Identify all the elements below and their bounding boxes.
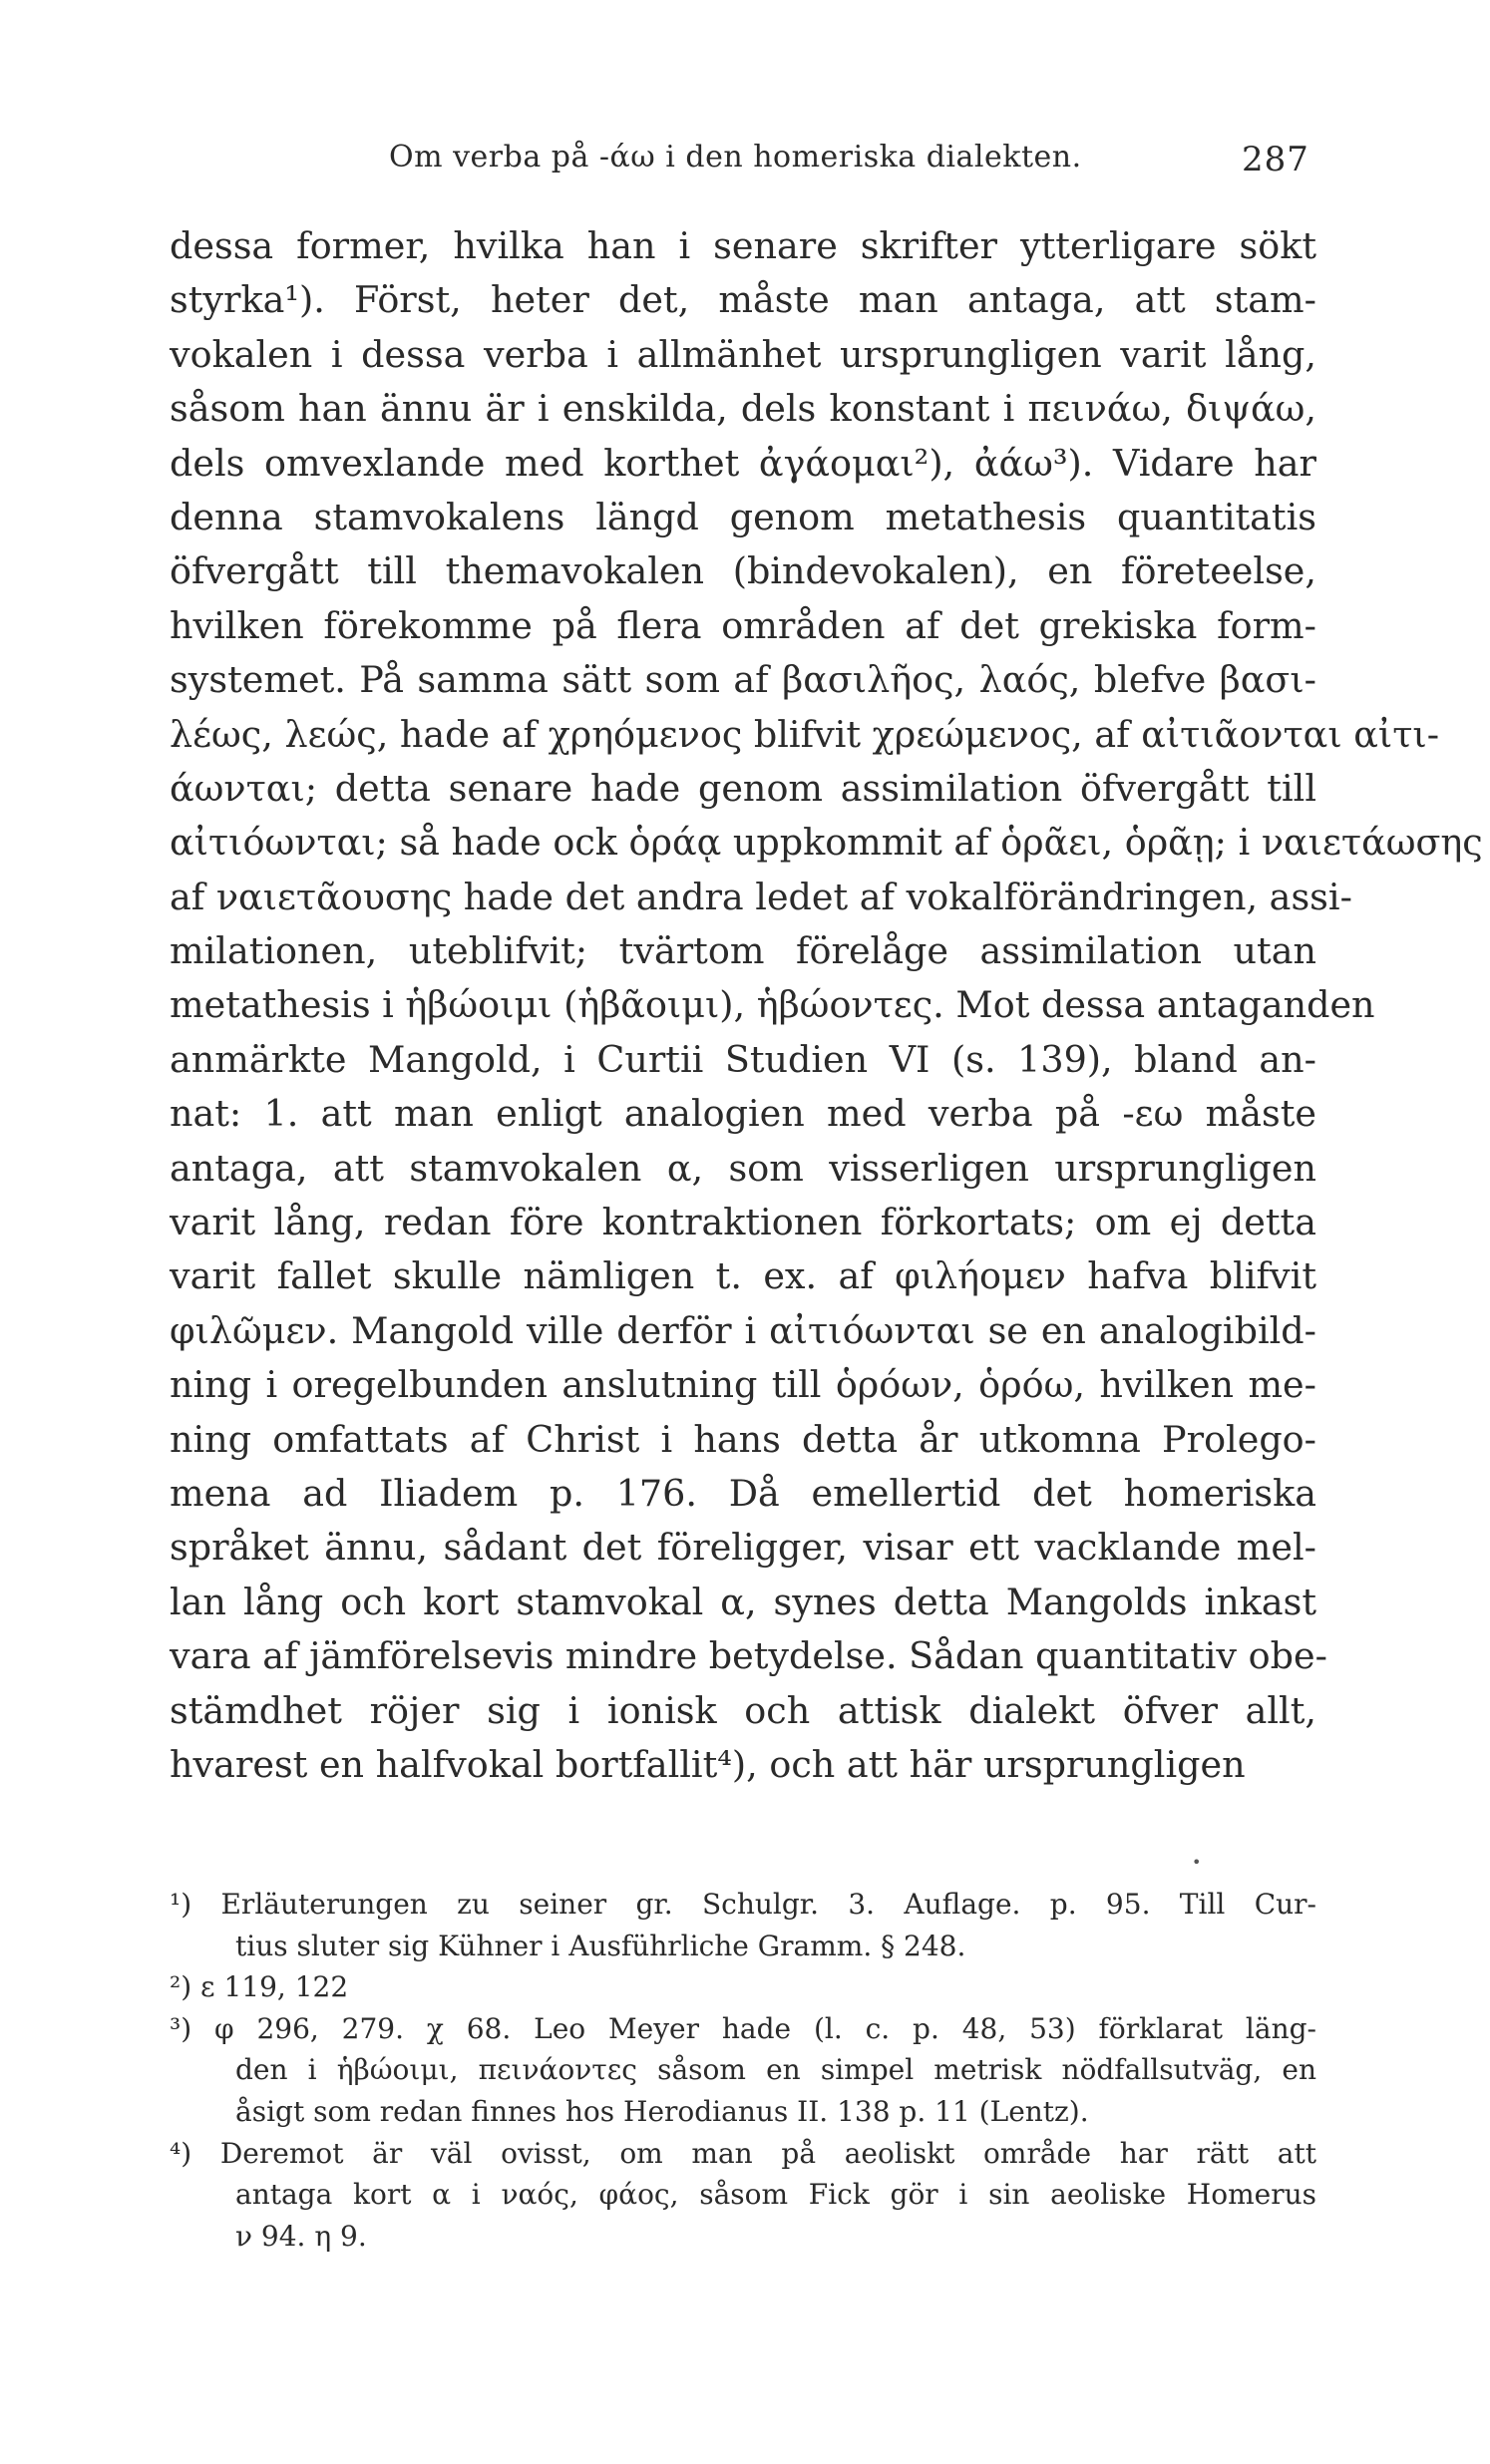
footnote-line: antaga kort α i ναός, φάος, såsom Fick gör i sin aeoliske Homerus (235, 2178, 1316, 2212)
body-line: varit lång, redan före kontraktionen förkortats; om ej detta (170, 1201, 1316, 1244)
body-line: stämdhet röjer sig i ionisk och attisk dialekt öfver allt, (170, 1688, 1316, 1732)
body-line: dels omvexlande med korthet ἀγάομαι²), ἀάω³). Vidare har (170, 441, 1316, 485)
body-line: αἰτιόωνται; så hade ock ὁράᾳ uppkommit af ὁρᾶει, ὁρᾶῃ; i ναιετάωσης (170, 821, 1483, 865)
body-line: milationen, uteblifvit; tvärtom förelåge assimilation utan (170, 929, 1316, 973)
footnotes (170, 1884, 1316, 2257)
footnote-line: ²) ε 119, 122 (170, 1970, 349, 2004)
body-line: λέως, λεώς, hade af χρηόμενος blifvit χρεώμενος, af αἰτιᾶονται αἰτι- (170, 712, 1440, 756)
body-line: metathesis i ἡβώοιμι (ἡβᾶοιμι), ἡβώοντες. Mot dessa antaganden (170, 983, 1375, 1027)
body-line: språket ännu, sådant det föreligger, visar ett vacklande mel- (170, 1526, 1316, 1570)
body-line: denna stamvokalens längd genom metathesis quantitatis (170, 495, 1316, 538)
footnote-line: tius sluter sig Kühner i Ausführliche Gramm. § 248. (235, 1929, 966, 1962)
body-line: hvilken förekomme på flera områden af det grekiska form- (170, 603, 1316, 647)
body-line: φιλῶμεν. Mangold ville derför i αἰτιόωνται se en analogibild- (170, 1308, 1316, 1352)
footnote-line: ³) φ 296, 279. χ 68. Leo Meyer hade (l. c. p. 48, 53) förklarat läng- (170, 2011, 1316, 2045)
page-number: 287 (1242, 140, 1309, 179)
stray-mark: • (1192, 1853, 1202, 1872)
running-header-title: Om verba på -άω i den homeriska dialekten. (389, 140, 1082, 175)
body-line: anmärkte Mangold, i Curtii Studien VI (s. 139), bland an- (170, 1037, 1316, 1081)
body-line: dessa former, hvilka han i senare skrifter ytterligare sökt (170, 224, 1316, 267)
body-line: ning omfattats af Christ i hans detta år utkomna Prolego- (170, 1417, 1316, 1461)
body-line: systemet. På samma sätt som af βασιλῆος, λαός, blefve βασι- (170, 658, 1316, 702)
body-line: såsom han ännu är i enskilda, dels konstant i πεινάω, διψάω, (170, 387, 1316, 431)
body-line: vara af jämförelsevis mindre betydelse. Sådan quantitativ obe- (170, 1634, 1327, 1678)
footnote-line: ¹) Erläuterungen zu seiner gr. Schulgr. 3. Auflage. p. 95. Till Cur- (170, 1888, 1316, 1921)
body-line: antaga, att stamvokalen α, som visserligen ursprungligen (170, 1146, 1316, 1190)
footnote-line: den i ἡβώοιμι, πεινάοντες såsom en simpel metrisk nödfallsutväg, en (235, 2053, 1316, 2087)
body-line: nat: 1. att man enligt analogien med verba på -εω måste (170, 1092, 1316, 1136)
footnote-line: åsigt som redan finnes hos Herodianus II. 138 p. 11 (Lentz). (235, 2094, 1089, 2128)
body-line: άωνται; detta senare hade genom assimilation öfvergått till (170, 766, 1316, 810)
body-text (170, 219, 1483, 1792)
body-line: hvarest en halfvokal bortfallit⁴), och att här ursprungligen (170, 1742, 1246, 1786)
body-line: vokalen i dessa verba i allmänhet ursprungligen varit lång, (170, 332, 1316, 376)
body-line: öfvergått till themavokalen (bindevokalen), en företeelse, (170, 549, 1316, 593)
body-line: styrka¹). Först, heter det, måste man antaga, att stam- (170, 278, 1316, 322)
footnote-line: ν 94. η 9. (235, 2219, 367, 2253)
body-line: mena ad Iliadem p. 176. Då emellertid det homeriska (170, 1471, 1316, 1515)
body-line: af ναιετᾶουσης hade det andra ledet af vokalförändringen, assi- (170, 875, 1352, 918)
body-line: lan lång och kort stamvokal α, synes detta Mangolds inkast (170, 1580, 1316, 1623)
footnote-line: ⁴) Deremot är väl ovisst, om man på aeoliskt område har rätt att (170, 2136, 1316, 2170)
body-line: varit fallet skulle nämligen t. ex. af φιλήομεν hafva blifvit (170, 1254, 1316, 1298)
body-line: ning i oregelbunden anslutning till ὁρόων, ὁρόω, hvilken me- (170, 1363, 1316, 1407)
